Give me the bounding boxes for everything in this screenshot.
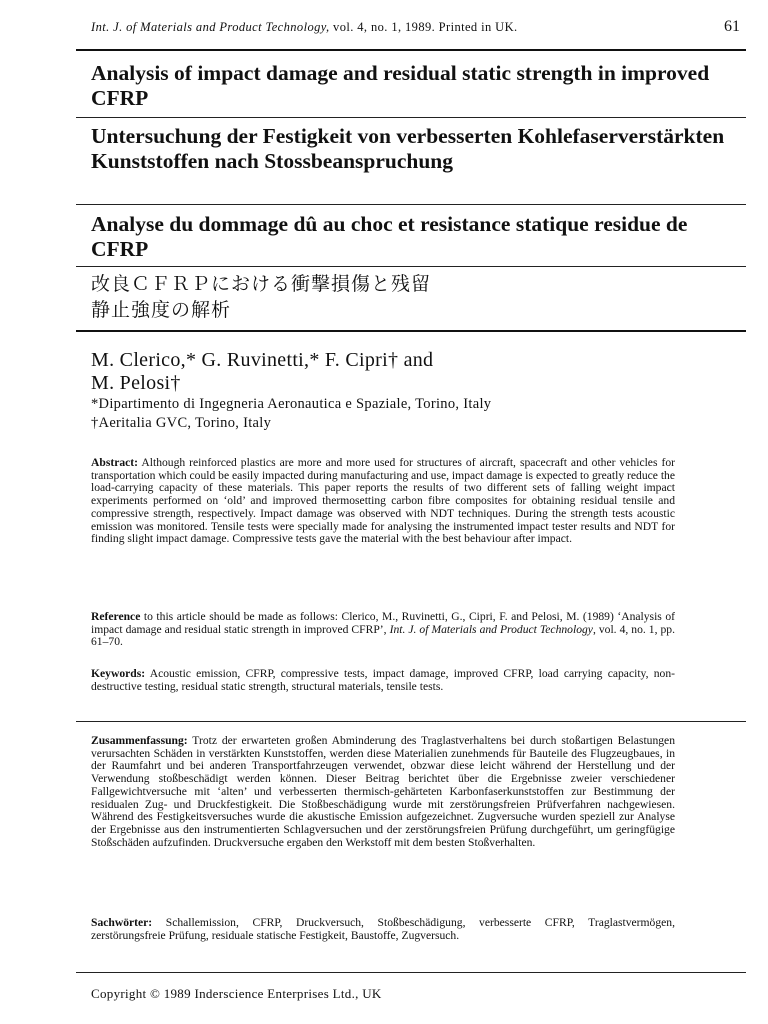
zusammenfassung-text: Trotz der erwarteten großen Abminderung des Traglastverhaltens bei durch stoßartigen Belastungen verursachten Schäden in verstärkten Kunststoffen, werden diese Materialien zunehmends für Bauteile des Flugzeugbaues, in der Raumfahrt und bei anderen Transportfahrzeugen verwendet, obzwar diese leicht während der Herstellung und der Verwendung stoßbeschädigt werden können. Dieser Beitrag berichtet über die Ergebnisse zweier verschiedener Fallgewichtversuche mit ‘alten’ und verbesserten thermisch-gehärteten Karbonfaserkunststoffen zur Bestimmung der residualen Zug- und Druckfestigkeit. Die Stoßbeschädigung wurde mit zerstörungsfreien Prüfverfahren nachgewiesen. Während des Festigkeitsversuches wurde die akustische Emission aufgezeichnet. Zugversuche wurden speziell zur Analyse der Ergebnisse aus den instrumentierten Schlagversuchen und der zerstörungsfreien Prüfung durchgeführt, um geringfügige Stoßschäden aufzufinden. Druckversuche ergaben den Werkstoff mit dem besten Stoßverhalten.	[91, 734, 675, 849]
sachwoerter-paragraph	[91, 917, 675, 942]
affiliation: *Dipartimento di Ingegneria Aeronautica e Spaziale, Torino, Italy	[91, 396, 492, 412]
author-line: M. Pelosi†	[91, 372, 181, 394]
journal-name: Int. J. of Materials and Product Technology,	[91, 20, 330, 34]
reference-paragraph	[91, 611, 675, 649]
zusammenfassung-label: Zusammenfassung:	[91, 734, 188, 747]
sachwoerter-label: Sachwörter:	[91, 916, 153, 929]
abstract-paragraph	[91, 457, 675, 546]
journal-header	[91, 20, 746, 35]
abstract-text: Although reinforced plastics are more and more used for structures of aircraft, spacecraft and other vehicles for transportation which could be easily impacted during manufacturing and use, impact damage is expected to greatly reduce the load-carrying capacity of these materials. This paper reports the results of two different sets of falling weight impact experiments performed on ‘old’ and improved thermosetting carbon fibre composites for obtaining residual tensile and compressive strength, respectively. Impact damage was observed with NDT techniques. During the strength tests acoustic emission was monitored. Tensile tests were specially made for analysing the instrumented impact tester results and NDT for finding slight impact damage. Compressive tests gave the material with the best behaviour after impact.	[91, 456, 675, 546]
abstract-label: Abstract:	[91, 456, 139, 469]
footer-divider	[76, 972, 746, 973]
journal-issue: vol. 4, no. 1, 1989. Printed in UK.	[329, 20, 518, 34]
title-english: Analysis of impact damage and residual static strength in improved CFRP	[91, 61, 710, 110]
page-number: 61	[724, 18, 740, 35]
top-rule	[76, 49, 746, 51]
title-japanese-line2: 静止強度の解析	[91, 299, 232, 321]
title-german: Untersuchung der Festigkeit von verbesserten Kohlefaserverstärkten Kunststoffen nach Stossbeanspruchung	[91, 124, 725, 173]
title-french: Analyse du dommage dû au choc et resistance statique residue de CFRP	[91, 212, 688, 261]
section-divider	[76, 721, 746, 722]
keywords-paragraph	[91, 668, 675, 693]
copyright-notice: Copyright © 1989 Inderscience Enterprises Ltd., UK	[91, 986, 382, 1001]
sachwoerter-text: Schallemission, CFRP, Druckversuch, Stoßbeschädigung, verbesserte CFRP, Traglastvermögen, zerstörungsfreie Prüfung, residuale statische Festigkeit, Baustoffe, Zugversuch.	[91, 916, 675, 942]
title-divider	[76, 117, 746, 118]
keywords-text: Acoustic emission, CFRP, compressive tests, impact damage, improved CFRP, load carrying capacity, non-destructive testing, residual static strength, structural materials, tensile tests.	[91, 667, 675, 693]
zusammenfassung-paragraph	[91, 735, 675, 849]
title-bottom-rule	[76, 330, 746, 332]
title-divider	[76, 204, 746, 205]
reference-journal: Int. J. of Materials and Product Technology	[389, 622, 593, 636]
title-divider	[76, 266, 746, 267]
reference-text: to this article should be made as follows: Clerico, M., Ruvinetti, G., Cipri, F. and Pelosi, M. (1989) ‘Analysis of impact damage and residual static strength in improved CFRP’,	[91, 610, 675, 636]
title-japanese-line1: 改良ＣＦＲＰにおける衝撃損傷と残留	[91, 273, 432, 295]
reference-label: Reference	[91, 610, 141, 623]
author-line: M. Clerico,* G. Ruvinetti,* F. Cipri† and	[91, 349, 434, 371]
reference-tail: , vol. 4, no. 1, pp. 61–70.	[91, 622, 676, 649]
author-list	[91, 349, 711, 395]
affiliation: †Aeritalia GVC, Torino, Italy	[91, 415, 272, 431]
keywords-label: Keywords:	[91, 667, 146, 680]
